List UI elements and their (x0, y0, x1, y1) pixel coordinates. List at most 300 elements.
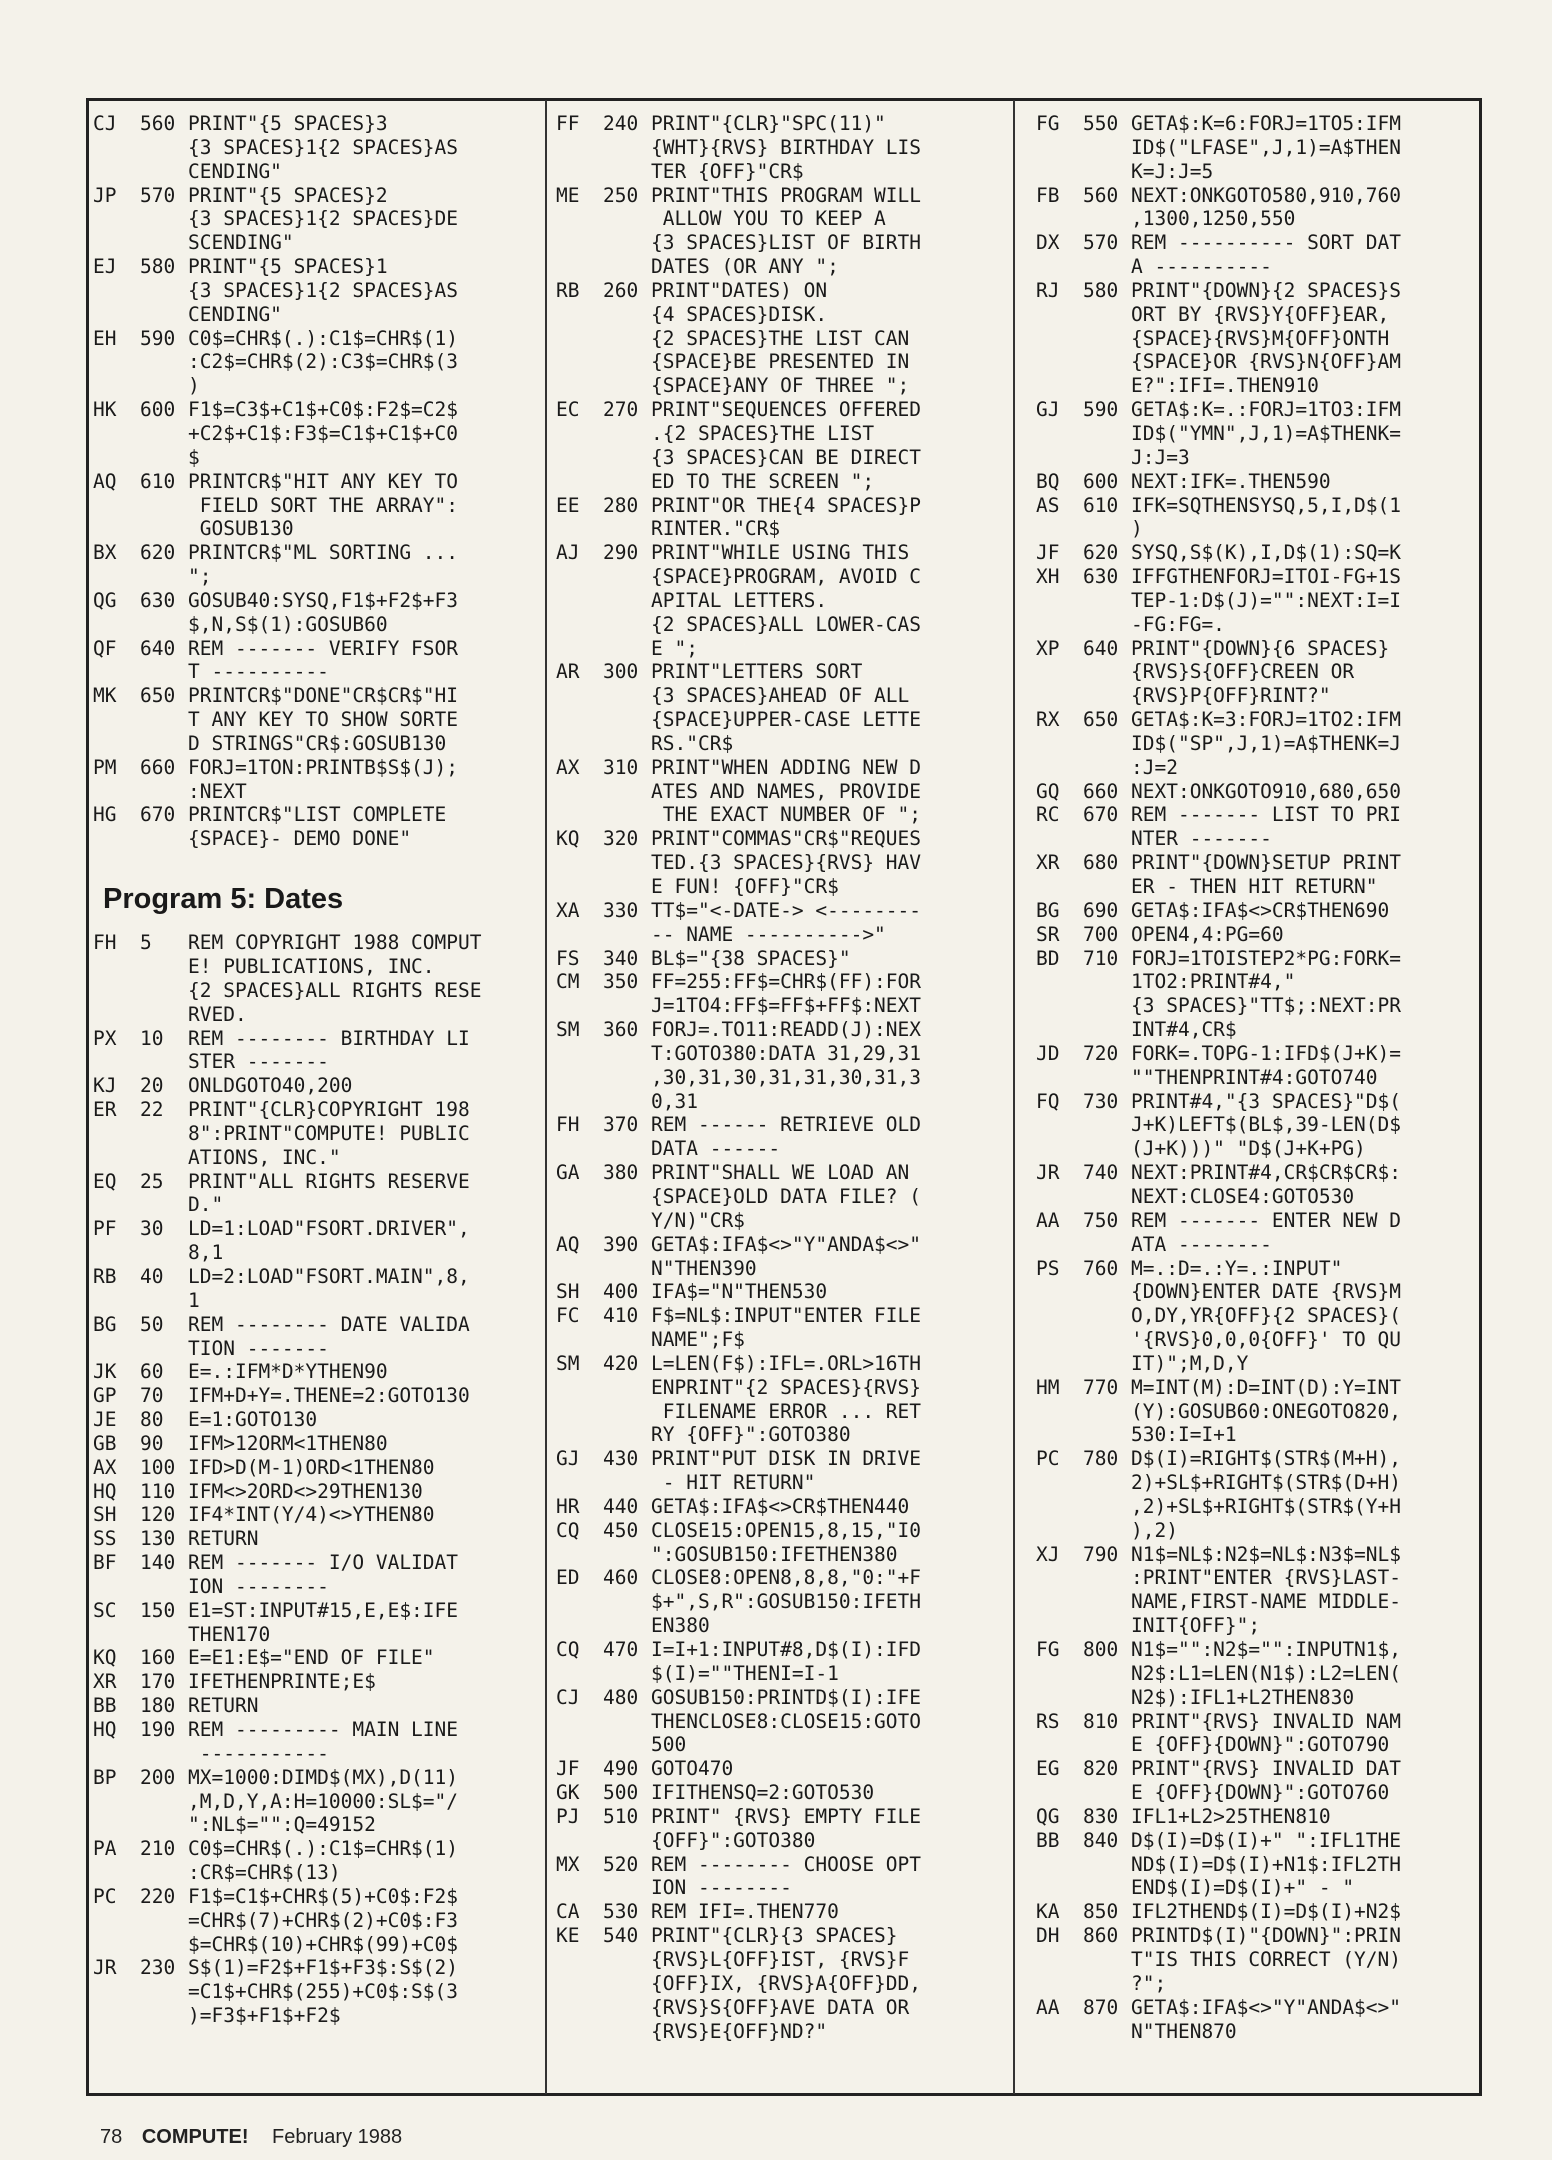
program-line (93, 1265, 533, 1313)
program-line (1036, 923, 1476, 947)
code-text: ONLDGOTO40,200 (188, 1074, 353, 1098)
checksum: HG (93, 803, 117, 827)
listing-column-2 (556, 112, 997, 2090)
code-text: {3 SPACES}1{2 SPACES}AS (188, 278, 459, 302)
code-text: SCENDING" (188, 231, 294, 255)
checksum: ED (556, 1566, 580, 1590)
line-number: 650 (140, 684, 176, 708)
code-continuation (1036, 1400, 1476, 1424)
code-text: :PRINT"ENTER {RVS}LAST- (1131, 1566, 1402, 1590)
code-continuation (93, 494, 533, 518)
checksum: XR (93, 1670, 117, 1694)
program-line (1036, 1710, 1476, 1758)
code-continuation (556, 1662, 997, 1686)
code-text: REM COPYRIGHT 1988 COMPUT (188, 931, 482, 955)
code-continuation (556, 1257, 997, 1281)
line-number: 760 (1083, 1256, 1119, 1280)
code-line (556, 899, 997, 923)
code-continuation (93, 1050, 533, 1074)
code-continuation (93, 1790, 533, 1814)
program-line (556, 1781, 997, 1805)
checksum: JD (1036, 1041, 1060, 1065)
checksum: FQ (1036, 1089, 1060, 1113)
code-text: RY {OFF}":GOTO380 (651, 1423, 851, 1447)
code-text: E! PUBLICATIONS, INC. (188, 955, 435, 978)
program-line (556, 827, 997, 899)
code-continuation (93, 422, 533, 446)
code-line (1036, 803, 1476, 827)
checksum: XR (1036, 851, 1060, 875)
line-number: 50 (140, 1312, 164, 1336)
checksum: SH (93, 1503, 117, 1527)
checksum: FH (556, 1113, 580, 1137)
code-text: INIT{OFF}"; (1131, 1614, 1261, 1638)
program-line (556, 1113, 997, 1161)
code-text: IFK=SQTHENSYSQ,5,I,D$(1 (1131, 493, 1402, 517)
code-continuation (93, 827, 533, 851)
code-text: GOSUB40:SYSQ,F1$+F2$+F3 (188, 588, 459, 612)
code-line (1036, 1829, 1476, 1853)
line-number: 570 (1083, 231, 1119, 255)
code-text: E FUN! {OFF}"CR$ (651, 875, 839, 898)
line-number: 680 (1083, 851, 1119, 875)
line-number: 650 (1083, 708, 1119, 732)
code-continuation (93, 1241, 533, 1265)
code-continuation (556, 994, 997, 1018)
program-line (1036, 1638, 1476, 1710)
line-number: 620 (140, 541, 176, 565)
line-number: 870 (1083, 1995, 1119, 2019)
code-text: PRINTCR$"HIT ANY KEY TO (188, 469, 459, 493)
checksum: SM (556, 1351, 580, 1375)
code-text: GETA$:IFA$<>CR$THEN440 (651, 1494, 910, 1518)
program-line (93, 589, 533, 637)
checksum: BP (93, 1765, 117, 1789)
code-line (556, 1924, 997, 1948)
code-text: 1 (188, 1288, 200, 1312)
checksum: BB (93, 1694, 117, 1718)
magazine-title: COMPUTE! (141, 2126, 249, 2148)
checksum: PC (93, 1884, 117, 1908)
line-number: 580 (1083, 278, 1119, 302)
line-number: 70 (140, 1384, 164, 1408)
checksum: BQ (1036, 469, 1060, 493)
code-line (93, 684, 533, 708)
program-5-listing-part-1 (93, 931, 533, 2028)
program-heading: Program 5: Dates (103, 883, 344, 916)
code-continuation (556, 350, 997, 374)
code-text: ) (188, 374, 200, 398)
checksum: AA (1036, 1995, 1060, 2019)
line-number: 380 (603, 1161, 639, 1185)
code-line (1036, 470, 1476, 494)
code-text: PRINT"OR THE{4 SPACES}P (651, 493, 922, 517)
code-text: THEN170 (188, 1622, 271, 1646)
program-line (556, 1566, 997, 1638)
checksum: MK (93, 684, 117, 708)
checksum: CQ (556, 1638, 580, 1661)
code-text: C0$=CHR$(.):C1$=CHR$(1) (188, 1837, 459, 1861)
line-number: 180 (140, 1694, 176, 1718)
code-text: ,30,31,30,31,31,30,31,3 (651, 1065, 922, 1089)
code-continuation (93, 1861, 533, 1885)
code-text: FORJ=1TOISTEP2*PG:FORK= (1131, 946, 1402, 970)
code-line (93, 1217, 533, 1241)
code-text: ALLOW YOU TO KEEP A (651, 207, 886, 231)
code-continuation (556, 637, 997, 661)
program-line (93, 1503, 533, 1527)
code-continuation (556, 780, 997, 804)
code-line (1036, 708, 1476, 732)
program-line (93, 1432, 533, 1456)
code-line (556, 184, 997, 208)
program-line (93, 1527, 533, 1551)
code-continuation (1036, 1614, 1476, 1638)
checksum: FF (556, 112, 580, 135)
code-text: FORJ=.TO11:READD(J):NEX (651, 1018, 922, 1042)
checksum: GB (93, 1431, 117, 1455)
program-line (1036, 398, 1476, 470)
line-number: 630 (140, 588, 176, 612)
code-line (556, 398, 997, 422)
code-line (1036, 1209, 1476, 1233)
code-continuation (1036, 1733, 1476, 1757)
program-line (93, 1170, 533, 1218)
program-line (93, 1551, 533, 1599)
code-continuation (556, 136, 997, 160)
code-text: CLOSE15:OPEN15,8,15,"I0 (651, 1518, 922, 1542)
code-line (1036, 398, 1476, 422)
code-text: TT$="<-DATE-> <-------- (651, 898, 922, 922)
code-line (1036, 494, 1476, 518)
code-text: IFM<>2ORD<>29THEN130 (188, 1479, 423, 1503)
program-line (556, 1757, 997, 1781)
line-number: 200 (140, 1765, 176, 1789)
code-text: C0$=CHR$(.):C1$=CHR$(1) (188, 326, 459, 350)
code-text: :NEXT (188, 779, 247, 803)
code-line (1036, 565, 1476, 589)
line-number: 690 (1083, 898, 1119, 922)
program-line (1036, 947, 1476, 1042)
code-text: THE EXACT NUMBER OF "; (651, 803, 922, 827)
checksum: AX (556, 755, 580, 779)
code-continuation (556, 422, 997, 446)
code-text: - HIT RETURN" (651, 1471, 816, 1495)
code-text: F1$=C1$+CHR$(5)+C0$:F2$ (188, 1884, 459, 1908)
program-line (93, 1766, 533, 1838)
code-line (556, 1686, 997, 1710)
program-line (1036, 279, 1476, 398)
code-text: {SPACE}OR {RVS}N{OFF}AM (1131, 350, 1402, 374)
code-line (1036, 947, 1476, 971)
code-text: N2$:L1=LEN(N1$):L2=LEN( (1131, 1661, 1402, 1685)
code-continuation (556, 1733, 997, 1757)
checksum: FB (1036, 183, 1060, 207)
code-text: TEP-1:D$(J)="":NEXT:I=I (1131, 588, 1402, 612)
line-number: 210 (140, 1837, 176, 1861)
code-text: S$(1)=F2$+F1$+F3$:S$(2) (188, 1956, 459, 1980)
code-line (93, 1170, 533, 1194)
line-number: 770 (1083, 1375, 1119, 1399)
code-continuation (1036, 660, 1476, 684)
program-line (93, 1074, 533, 1098)
code-text: {OFF}":GOTO380 (651, 1828, 816, 1852)
program-line (556, 1900, 997, 1924)
code-text: GETA$:K=6:FORJ=1TO5:IFM (1131, 112, 1402, 135)
checksum: QF (93, 636, 117, 660)
checksum: MX (556, 1852, 580, 1876)
code-continuation (556, 851, 997, 875)
line-number: 20 (140, 1074, 164, 1098)
code-continuation (93, 660, 533, 684)
code-text: {RVS}S{OFF}CREEN OR (1131, 660, 1355, 684)
line-number: 25 (140, 1169, 164, 1193)
line-number: 450 (603, 1518, 639, 1542)
checksum: CA (556, 1900, 580, 1924)
code-continuation (556, 374, 997, 398)
checksum: PS (1036, 1256, 1060, 1280)
code-text: FIELD SORT THE ARRAY": (188, 493, 459, 517)
code-text: PRINT" {RVS} EMPTY FILE (651, 1804, 922, 1828)
code-text: ID$("YMN",J,1)=A$THENK= (1131, 421, 1402, 445)
checksum: EE (556, 493, 580, 517)
checksum: PM (93, 755, 117, 779)
code-continuation (93, 517, 533, 541)
checksum: KE (556, 1924, 580, 1948)
column-divider (1013, 100, 1015, 2094)
code-text: N1$=NL$:N2$=NL$:N3$=NL$ (1131, 1542, 1402, 1566)
line-number: 630 (1083, 565, 1119, 589)
code-line (1036, 923, 1476, 947)
code-text: 0,31 (651, 1089, 698, 1113)
program-line (1036, 1757, 1476, 1805)
code-text: -- NAME ---------->" (651, 922, 886, 946)
code-continuation (556, 231, 997, 255)
line-number: 800 (1083, 1638, 1119, 1661)
code-text: REM IFI=.THEN770 (651, 1900, 839, 1924)
code-text: CLOSE8:OPEN8,8,8,"0:"+F (651, 1566, 922, 1590)
program-line (93, 1480, 533, 1504)
code-line (1036, 780, 1476, 804)
code-continuation (1036, 1328, 1476, 1352)
code-line (556, 1519, 997, 1543)
code-text: T:GOTO380:DATA 31,29,31 (651, 1041, 922, 1065)
program-line (93, 184, 533, 256)
code-text: (Y):GOSUB60:ONEGOTO820, (1131, 1399, 1402, 1423)
code-line (93, 1527, 533, 1551)
code-text: PRINTD$(I)"{DOWN}":PRIN (1131, 1924, 1402, 1948)
code-text: INT#4,CR$ (1131, 1018, 1237, 1042)
code-continuation (93, 732, 533, 756)
checksum: AX (93, 1455, 117, 1479)
code-text: {RVS}P{OFF}RINT?" (1131, 684, 1331, 708)
code-continuation (1036, 350, 1476, 374)
code-text: ""THENPRINT#4:GOTO740 (1131, 1065, 1378, 1089)
code-line (556, 1018, 997, 1042)
program-line (1036, 1924, 1476, 1996)
code-continuation (1036, 1519, 1476, 1543)
checksum: SH (556, 1280, 580, 1304)
checksum: HQ (93, 1479, 117, 1503)
program-line (93, 398, 533, 470)
program-line (556, 1686, 997, 1758)
checksum: SS (93, 1527, 117, 1551)
code-continuation (1036, 1853, 1476, 1877)
code-text: '{RVS}0,0,0{OFF}' TO QU (1131, 1328, 1402, 1352)
code-text: {3 SPACES}"TT$;:NEXT:PR (1131, 994, 1402, 1018)
code-continuation (556, 1185, 997, 1209)
program-line (556, 494, 997, 542)
line-number: 600 (140, 398, 176, 422)
code-continuation (1036, 422, 1476, 446)
code-continuation (1036, 994, 1476, 1018)
code-text: NAME,FIRST-NAME MIDDLE- (1131, 1590, 1402, 1614)
code-text: {SPACE}OLD DATA FILE? ( (651, 1184, 922, 1208)
program-line (556, 112, 997, 184)
code-text: PRINT"{CLR}COPYRIGHT 198 (188, 1098, 470, 1122)
code-text: PRINT"WHILE USING THIS (651, 541, 910, 565)
program-line (93, 1384, 533, 1408)
code-line (556, 541, 997, 565)
checksum: FG (1036, 112, 1060, 135)
line-number: 400 (603, 1280, 639, 1304)
code-text: SYSQ,S$(K),I,D$(1):SQ=K (1131, 541, 1402, 565)
code-text: IF4*INT(Y/4)<>YTHEN80 (188, 1503, 435, 1527)
code-text: TER {OFF}"CR$ (651, 159, 804, 183)
code-text: CENDING" (188, 302, 282, 326)
code-line (93, 756, 533, 780)
line-number: 10 (140, 1026, 164, 1050)
code-continuation (93, 955, 533, 979)
checksum: GP (93, 1384, 117, 1408)
code-text: ,2)+SL$+RIGHT$(STR$(Y+H (1131, 1494, 1402, 1518)
code-line (1036, 1543, 1476, 1567)
code-text: REM ---------- SORT DAT (1131, 231, 1402, 255)
code-line (556, 1638, 997, 1662)
line-number: 570 (140, 183, 176, 207)
checksum: CJ (556, 1685, 580, 1709)
code-text: REM -------- DATE VALIDA (188, 1312, 470, 1336)
checksum: AS (1036, 493, 1060, 517)
program-line (556, 1280, 997, 1304)
issue-date: February 1988 (272, 2126, 403, 2148)
code-continuation (556, 875, 997, 899)
code-continuation (1036, 1233, 1476, 1257)
code-text: E {OFF}{DOWN}":GOTO790 (1131, 1733, 1390, 1757)
line-number: 780 (1083, 1447, 1119, 1471)
code-line (93, 1646, 533, 1670)
code-line (93, 1837, 533, 1861)
code-text: GETA$:IFA$<>"Y"ANDA$<>" (651, 1232, 922, 1256)
code-text: IFL2THEND$(I)=D$(I)+N2$ (1131, 1900, 1402, 1924)
code-text: D." (188, 1193, 224, 1217)
code-text: REM -------- BIRTHDAY LI (188, 1026, 470, 1050)
code-text: {3 SPACES}LIST OF BIRTH (651, 231, 922, 255)
program-line (1036, 231, 1476, 279)
code-continuation (556, 517, 997, 541)
checksum: BG (1036, 898, 1060, 922)
code-text: PRINT#4,"{3 SPACES}"D$( (1131, 1089, 1402, 1113)
program-line (93, 1646, 533, 1670)
code-line (556, 1853, 997, 1877)
code-continuation (93, 1003, 533, 1027)
code-text: 500 (651, 1733, 687, 1757)
code-text: {SPACE}BE PRESENTED IN (651, 350, 910, 374)
program-line (556, 1352, 997, 1447)
checksum: EH (93, 326, 117, 350)
code-continuation (556, 1876, 997, 1900)
code-continuation (556, 207, 997, 231)
code-text: FORK=.TOPG-1:IFD$(J+K)= (1131, 1041, 1402, 1065)
program-line (556, 1495, 997, 1519)
checksum: GK (556, 1781, 580, 1805)
code-text: STER ------- (188, 1050, 329, 1074)
code-continuation (93, 1575, 533, 1599)
code-text: ER - THEN HIT RETURN" (1131, 875, 1378, 898)
checksum: RS (1036, 1709, 1060, 1733)
program-line (93, 1694, 533, 1718)
code-text: ION -------- (188, 1574, 329, 1598)
code-line (556, 1304, 997, 1328)
code-text: REM ------- ENTER NEW D (1131, 1208, 1402, 1232)
code-text: PRINT"PUT DISK IN DRIVE (651, 1447, 922, 1471)
code-text: REM ------ RETRIEVE OLD (651, 1113, 922, 1137)
line-number: 850 (1083, 1900, 1119, 1924)
program-line (1036, 1376, 1476, 1448)
code-text: $+",S,R":GOSUB150:IFETH (651, 1590, 922, 1614)
code-text: {4 SPACES}DISK. (651, 302, 828, 326)
program-line (556, 947, 997, 971)
code-continuation (1036, 1948, 1476, 1972)
code-text: REM --------- MAIN LINE (188, 1718, 459, 1741)
code-text: F1$=C3$+C1$+C0$:F2$=C2$ (188, 398, 459, 422)
code-continuation (556, 470, 997, 494)
code-continuation (556, 1543, 997, 1567)
code-continuation (556, 2020, 997, 2044)
line-number: 280 (603, 493, 639, 517)
code-text: PRINT"{CLR}{3 SPACES} (651, 1924, 898, 1948)
code-line (93, 1098, 533, 1122)
code-line (1036, 1090, 1476, 1114)
program-line (556, 970, 997, 1018)
code-text: E=E1:E$="END OF FILE" (188, 1646, 435, 1670)
line-number: 640 (140, 636, 176, 660)
code-line (556, 1495, 997, 1519)
program-line (1036, 565, 1476, 637)
code-line (556, 1781, 997, 1805)
program-4-continuation (93, 112, 533, 851)
line-number: 840 (1083, 1828, 1119, 1852)
checksum: XJ (1036, 1542, 1060, 1566)
code-line (93, 803, 533, 827)
code-line (93, 327, 533, 351)
code-continuation (1036, 970, 1476, 994)
code-text: ),2) (1131, 1518, 1178, 1542)
code-continuation (1036, 207, 1476, 231)
checksum: CM (556, 970, 580, 994)
line-number: 320 (603, 827, 639, 851)
code-line (93, 255, 533, 279)
code-line (93, 184, 533, 208)
checksum: SC (93, 1598, 117, 1622)
code-text: )=F3$+F1$+F2$ (188, 2004, 341, 2028)
code-text: PRINT"{5 SPACES}2 (188, 183, 388, 207)
code-line (1036, 112, 1476, 136)
code-text: ) (1131, 517, 1143, 541)
code-text: {SPACE}- DEMO DONE" (188, 827, 412, 851)
line-number: 370 (603, 1113, 639, 1137)
code-continuation (1036, 1018, 1476, 1042)
